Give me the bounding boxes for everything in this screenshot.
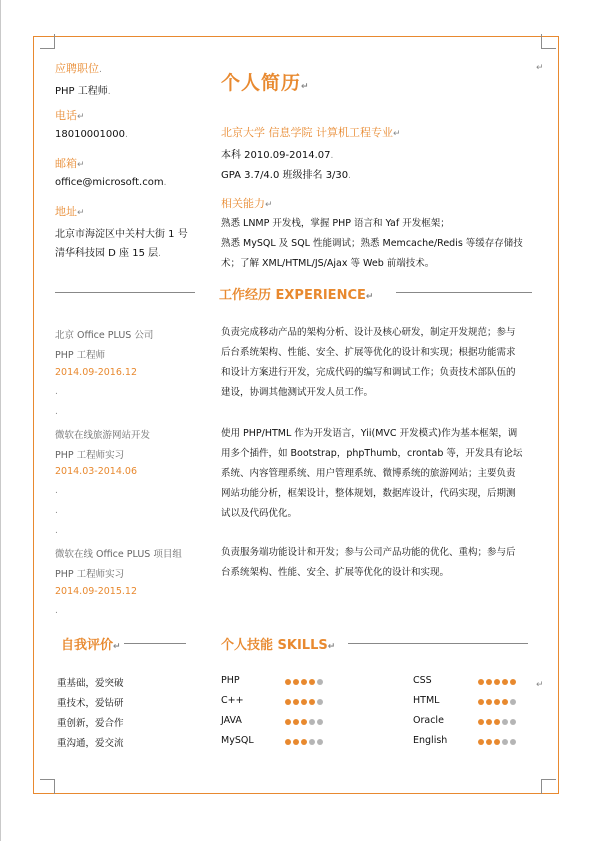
rating-dot-filled: [494, 679, 500, 685]
paragraph-mark: .: [55, 526, 58, 536]
job-desc-line: 网站功能分析，框架设计，整体规划，数据库设计，代码实现，后期测: [221, 488, 516, 499]
rating-dot-empty: [317, 739, 323, 745]
rating-dot-filled: [502, 699, 508, 705]
divider: [348, 643, 528, 644]
rating-dot-filled: [285, 739, 291, 745]
rating-dot-filled: [494, 719, 500, 725]
rating-dot-empty: [502, 739, 508, 745]
skill-name: MySQL: [221, 735, 254, 746]
rating-dot-filled: [478, 739, 484, 745]
phone-value: 18010001000.: [55, 129, 128, 140]
job-role: PHP 工程师实习: [55, 450, 125, 461]
skill-rating: [285, 679, 325, 687]
rating-dot-empty: [510, 699, 516, 705]
paragraph-mark: .: [55, 407, 58, 417]
job-period: 2014.09-2016.12: [55, 367, 137, 378]
rating-dot-filled: [293, 739, 299, 745]
education-period: 本科 2010.09-2014.07.: [221, 150, 334, 161]
email-value: office@microsoft.com.: [55, 177, 167, 188]
rating-dot-filled: [486, 699, 492, 705]
skill-name: Oracle: [413, 715, 444, 726]
rating-dot-filled: [293, 699, 299, 705]
rating-dot-filled: [510, 679, 516, 685]
ability-title: 相关能力↵: [221, 197, 273, 210]
paragraph-mark: ↵: [536, 63, 544, 73]
rating-dot-filled: [486, 739, 492, 745]
skill-rating: [478, 679, 518, 687]
job-desc-line: 使用 PHP/HTML 作为开发语言，Yii(MVC 开发模式)作为基本框架，调: [221, 428, 518, 439]
resume-title: 个人简历↵: [221, 72, 310, 94]
address-line-2: 清华科技园 D 座 15 层.: [55, 248, 162, 259]
rating-dot-filled: [309, 699, 315, 705]
page-edge: [0, 0, 1, 841]
skill-rating: [285, 739, 325, 747]
crop-mark: [40, 779, 55, 794]
rating-dot-filled: [494, 699, 500, 705]
skills-title: 个人技能 SKILLS↵: [221, 638, 336, 653]
job-role: PHP 工程师实习: [55, 569, 125, 580]
rating-dot-filled: [478, 699, 484, 705]
rating-dot-empty: [317, 719, 323, 725]
rating-dot-empty: [317, 679, 323, 685]
rating-dot-filled: [301, 679, 307, 685]
rating-dot-filled: [301, 719, 307, 725]
rating-dot-filled: [285, 719, 291, 725]
paragraph-mark: .: [55, 387, 58, 397]
job-desc-line: 建设，协调其他测试开发人员工作。: [221, 387, 374, 398]
skill-name: PHP: [221, 675, 240, 686]
self-eval-title: 自我评价↵: [61, 638, 121, 653]
crop-mark: [541, 34, 556, 49]
address-label: 地址↵: [55, 205, 85, 218]
job-desc-line: 试以及代码优化。: [221, 508, 298, 519]
rating-dot-empty: [309, 719, 315, 725]
rating-dot-filled: [309, 679, 315, 685]
skill-rating: [478, 739, 518, 747]
rating-dot-filled: [293, 719, 299, 725]
rating-dot-filled: [478, 679, 484, 685]
gpa: GPA 3.7/4.0 班级排名 3/30.: [221, 170, 352, 181]
rating-dot-filled: [502, 679, 508, 685]
education-title: 北京大学 信息学院 计算机工程专业↵: [221, 126, 401, 139]
self-eval-item: 重技术，爱钻研: [57, 698, 124, 709]
rating-dot-filled: [478, 719, 484, 725]
job-desc-line: 和设计方案进行开发，完成代码的编写和调试工作；负责技术部队伍的: [221, 367, 516, 378]
rating-dot-filled: [301, 699, 307, 705]
rating-dot-filled: [301, 739, 307, 745]
job-desc-line: 负责服务端功能设计和开发；参与公司产品功能的优化、重构；参与后: [221, 547, 516, 558]
rating-dot-empty: [510, 719, 516, 725]
paragraph-mark: ↵: [536, 680, 544, 690]
job-period: 2014.09-2015.12: [55, 586, 137, 597]
rating-dot-filled: [293, 679, 299, 685]
self-eval-item: 重基础，爱突破: [57, 678, 124, 689]
paragraph-mark: .: [55, 486, 58, 496]
rating-dot-empty: [317, 699, 323, 705]
paragraph-mark: .: [55, 606, 58, 616]
rating-dot-filled: [285, 679, 291, 685]
job-value: PHP 工程师.: [55, 86, 111, 97]
job-company: 微软在线 Office PLUS 项目组: [55, 549, 182, 560]
rating-dot-empty: [502, 719, 508, 725]
skill-rating: [478, 699, 518, 707]
skill-rating: [285, 699, 325, 707]
divider: [124, 643, 186, 644]
crop-mark: [40, 34, 55, 49]
job-desc-line: 系统、内容管理系统、用户管理系统、微博系统的旅游网站；主要负责: [221, 468, 516, 479]
ability-line: 术；了解 XML/HTML/JS/Ajax 等 Web 前端技术。: [221, 258, 435, 269]
rating-dot-filled: [486, 719, 492, 725]
divider: [55, 292, 195, 293]
experience-title: 工作经历 EXPERIENCE↵: [219, 288, 374, 303]
rating-dot-filled: [486, 679, 492, 685]
job-company: 北京 Office PLUS 公司: [55, 330, 154, 341]
crop-mark: [541, 779, 556, 794]
skill-name: English: [413, 735, 448, 746]
skill-name: JAVA: [221, 715, 242, 726]
rating-dot-filled: [285, 699, 291, 705]
skill-name: HTML: [413, 695, 440, 706]
job-period: 2014.03-2014.06: [55, 466, 137, 477]
rating-dot-filled: [494, 739, 500, 745]
job-company: 微软在线旅游网站开发: [55, 430, 151, 441]
phone-label: 电话↵: [55, 109, 85, 122]
paragraph-mark: .: [55, 506, 58, 516]
skill-rating: [478, 719, 518, 727]
self-eval-item: 重创新，爱合作: [57, 718, 124, 729]
job-desc-line: 台系统架构、性能、安全、扩展等优化的设计和实现。: [221, 567, 450, 578]
ability-line: 熟悉 LNMP 开发栈，掌握 PHP 语言和 Yaf 开发框架；: [221, 218, 450, 229]
self-eval-item: 重沟通，爱交流: [57, 738, 124, 749]
rating-dot-empty: [510, 739, 516, 745]
job-desc-line: 负责完成移动产品的架构分析、设计及核心研发，制定开发规范；参与: [221, 327, 516, 338]
address-line-1: 北京市海淀区中关村大街 1 号: [55, 229, 188, 240]
rating-dot-empty: [309, 739, 315, 745]
skill-name: CSS: [413, 675, 432, 686]
divider: [396, 292, 532, 293]
email-label: 邮箱↵: [55, 157, 85, 170]
skill-name: C++: [221, 695, 244, 706]
skill-rating: [285, 719, 325, 727]
ability-line: 熟悉 MySQL 及 SQL 性能调试；熟悉 Memcache/Redis 等缓存存储技: [221, 238, 523, 249]
job-label: 应聘职位.: [55, 62, 102, 75]
job-desc-line: 用多个插件，如 Bootstrap，phpThumb，crontab 等，开发具有论坛: [221, 448, 523, 459]
job-desc-line: 后台系统架构、性能、安全、扩展等优化的设计和实现；根据功能需求: [221, 347, 516, 358]
job-role: PHP 工程师: [55, 350, 106, 361]
